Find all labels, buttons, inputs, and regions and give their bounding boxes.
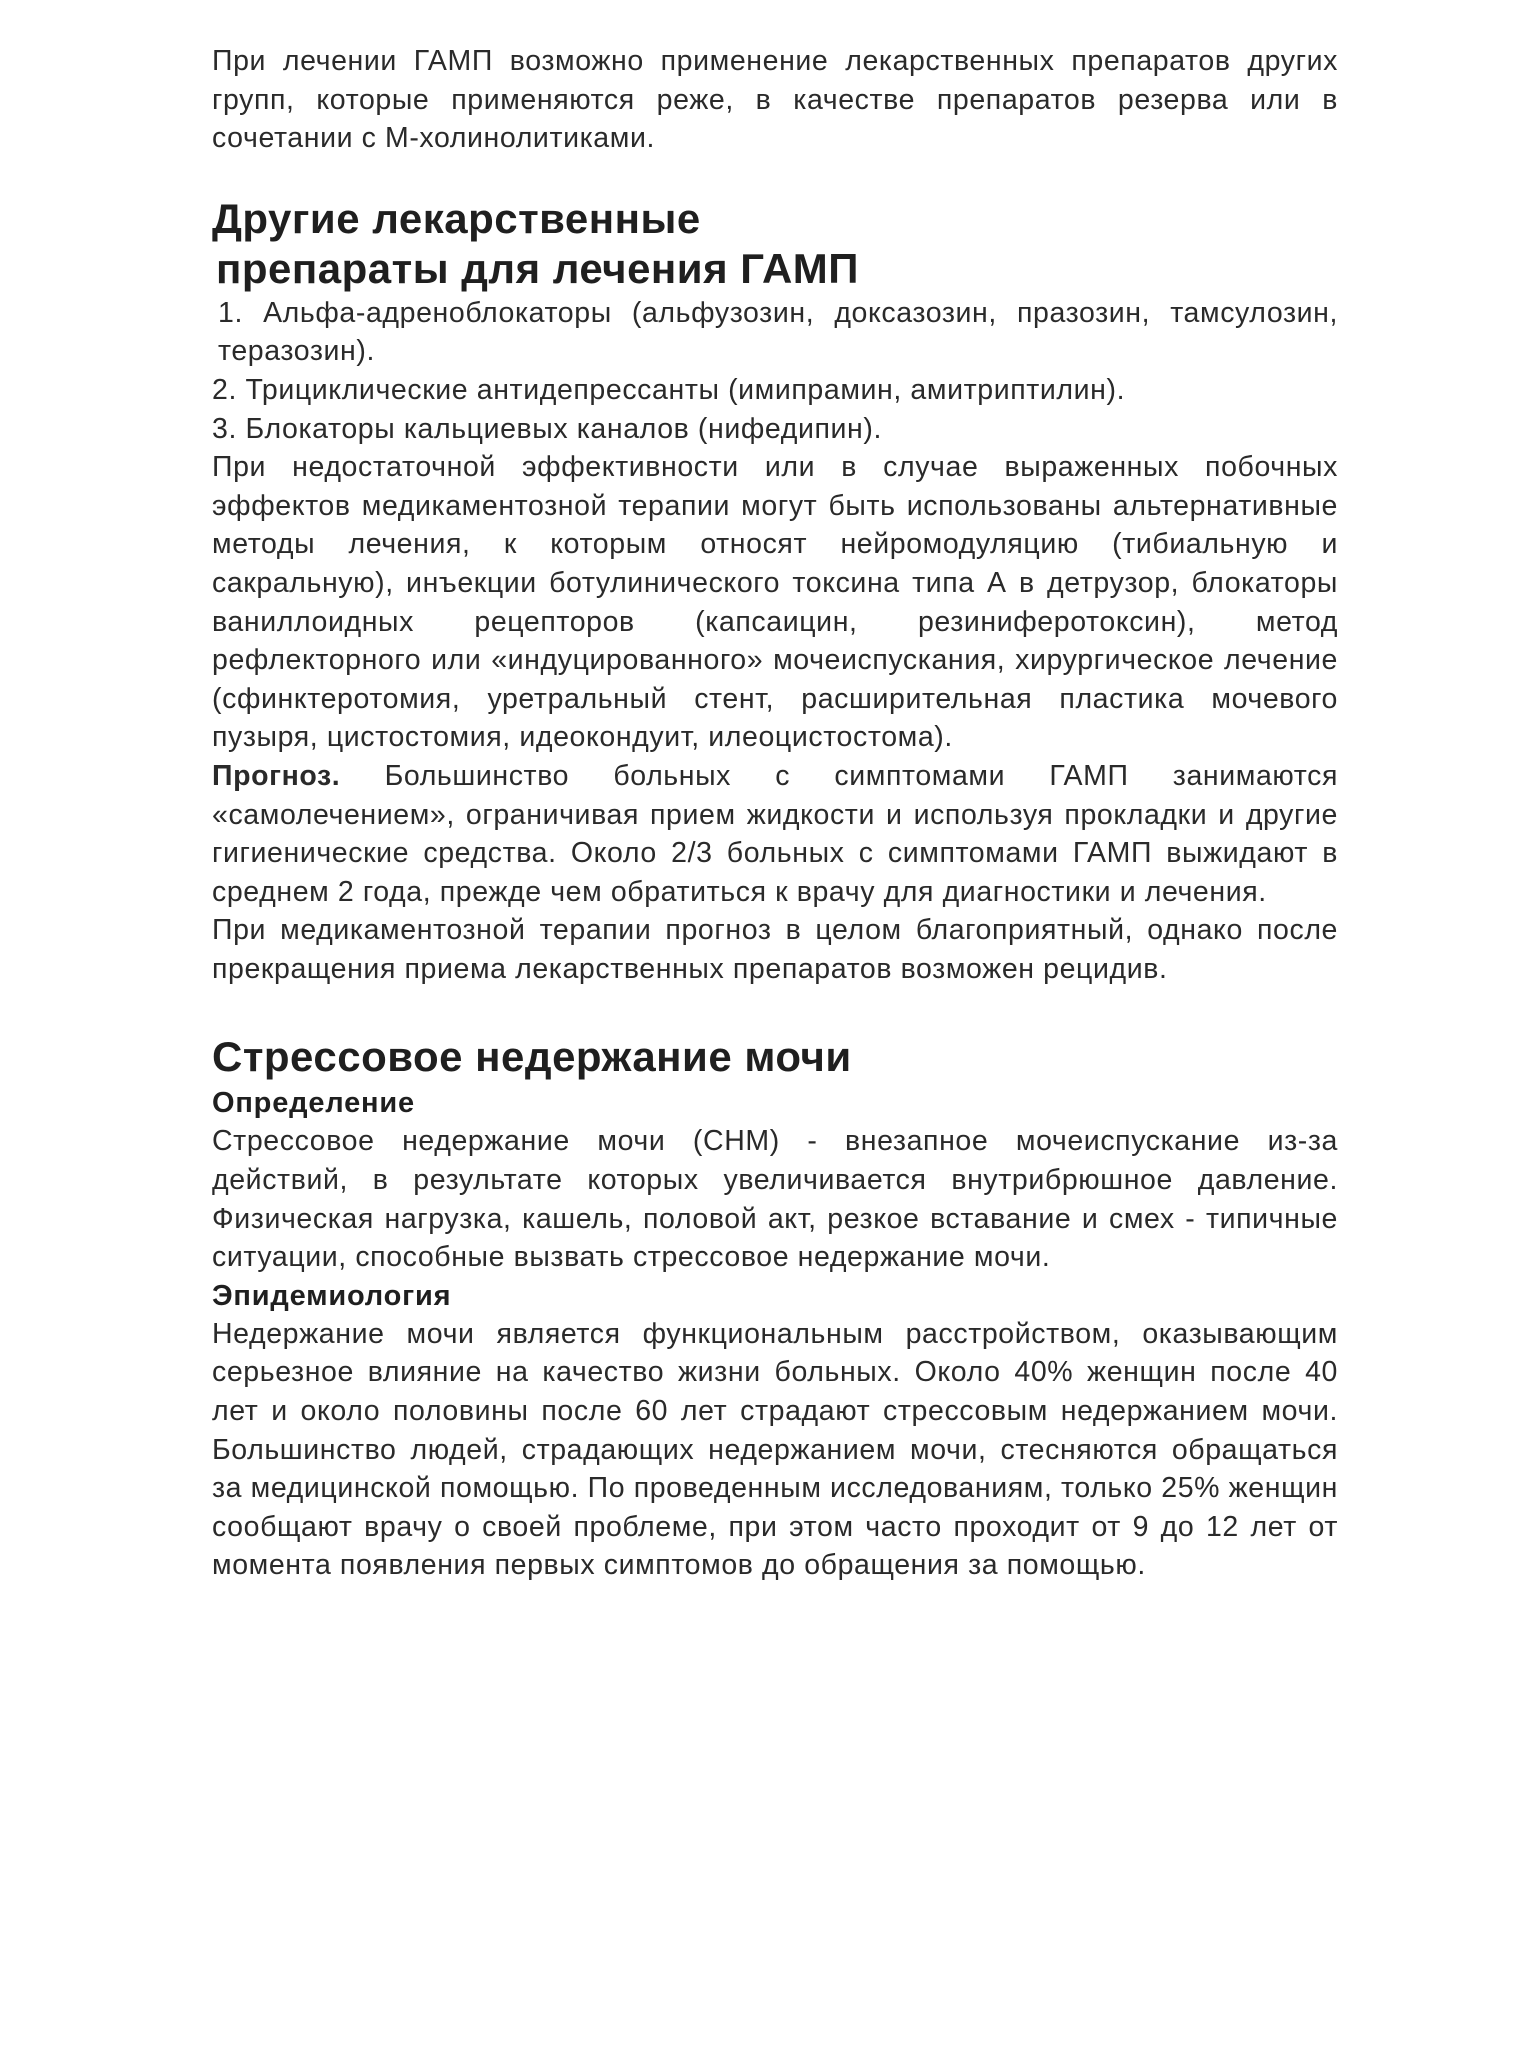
section-title-other-drugs	[212, 194, 1338, 294]
section-title-stress-incontinence: Стрессовое недержание мочи	[212, 1033, 852, 1081]
definition-paragraph: Стрессовое недержание мочи (СНМ) - внезапное мочеиспускание из-за действий, в результате которых увеличивается внутрибрюшное давление. Физическая нагрузка, кашель, половой акт, резкое вставание и смех - типичные ситуации, способные вызвать стрессовое недержание мочи.	[212, 1125, 1338, 1274]
list-item: 3. Блокаторы кальциевых каналов (нифедипин).	[212, 412, 883, 445]
prognosis-text: Большинство больных с симптомами ГАМП занимаются «самолечением», ограничивая прием жидкости и используя прокладки и другие гигиенические средства. Около 2/3 больных с симптомами ГАМП выжидают в среднем 2 года, прежде чем обратиться к врачу для диагностики и лечения.	[212, 759, 1338, 908]
definition-heading: Определение	[212, 1087, 415, 1120]
list-item: 2. Трициклические антидепрессанты (имипрамин, амитриптилин).	[212, 373, 1126, 406]
prognosis-paragraph-2: При медикаментозной терапии прогноз в целом благоприятный, однако после прекращения приема лекарственных препаратов возможен рецидив.	[212, 914, 1338, 985]
drug-list	[212, 294, 1338, 448]
document-page	[212, 42, 1338, 1585]
list-item: 1. Альфа-адреноблокаторы (альфузозин, доксазозин, празозин, тамсулозин, теразозин).	[218, 296, 1338, 368]
section-title-line-2: препараты для лечения ГАМП	[216, 244, 859, 292]
prognosis-label: Прогноз.	[212, 759, 341, 792]
epidemiology-heading: Эпидемиология	[212, 1279, 452, 1312]
intro-paragraph: При лечении ГАМП возможно применение лекарственных препаратов других групп, которые применяются реже, в качестве препаратов резерва или в сочетании с М-холинолитиками.	[212, 45, 1338, 155]
prognosis-paragraph	[212, 757, 1338, 911]
section-title-line-1: Другие лекарственные	[212, 194, 701, 242]
alternative-methods-paragraph: При недостаточной эффективности или в случае выраженных побочных эффектов медикаментозной терапии могут быть использованы альтернативные методы лечения, к которым относят нейромодуляцию (тибиальную и сакральную), инъекции ботулинического токсина типа А в детрузор, блокаторы ваниллоидных рецепторов (капсаицин, резиниферотоксин), метод рефлекторного или «индуцированного» мочеиспускания, хирургическое лечение (сфинктеротомия, уретральный стент, расширительная пластика мочевого пузыря, цистостомия, идеокондуит, илеоцистостома).	[212, 451, 1338, 754]
epidemiology-paragraph: Недержание мочи является функциональным расстройством, оказывающим серьезное влияние на качество жизни больных. Около 40% женщин после 40 лет и около половины после 60 лет страдают стрессовым недержанием мочи. Большинство людей, страдающих недержанием мочи, стесняются обращаться за медицинской помощью. По проведенным исследованиям, только 25% женщин сообщают врачу о своей проблеме, при этом часто проходит от 9 до 12 лет от момента появления первых симптомов до обращения за помощью.	[212, 1317, 1338, 1582]
